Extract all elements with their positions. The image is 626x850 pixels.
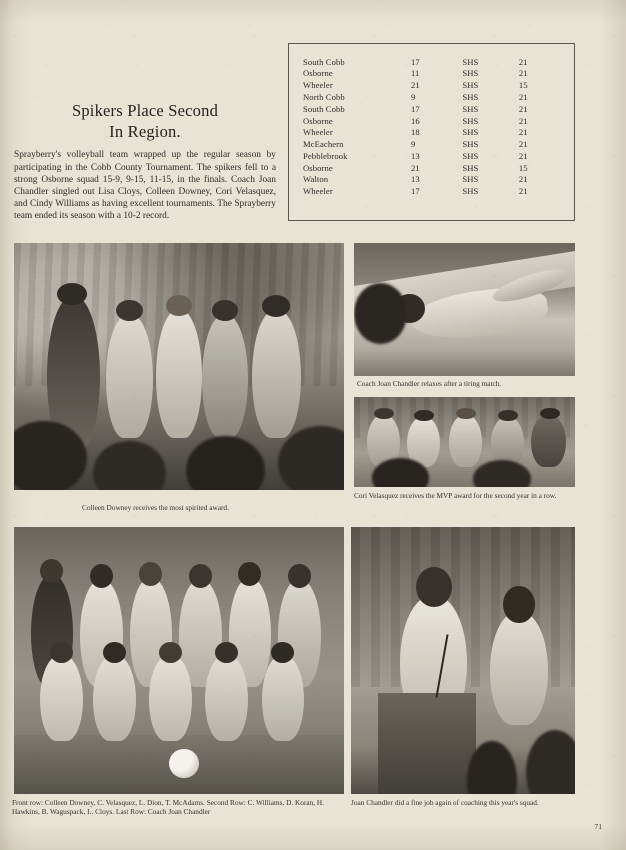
photo-figure-head (498, 410, 518, 422)
home-score: 21 (518, 91, 528, 102)
photo-player (93, 655, 136, 740)
home-score: 21 (518, 174, 528, 185)
opponent-name: Osborne (303, 68, 333, 79)
table-row (303, 186, 560, 198)
opponent-score: 16 (410, 115, 420, 126)
photo-caption: Front row: Colleen Downey, C. Velasquez, L. Dion, T. McAdams. Second Row: C. Williams, D. Koran, H. Hawkins, B. Waguspack, L. Cloys. Last Row: Coach Joan Chandler (12, 798, 325, 817)
opponent-name: Osborne (303, 115, 333, 126)
opponent-score: 9 (410, 91, 416, 102)
photo-team (14, 527, 344, 794)
opponent-score: 9 (410, 139, 416, 150)
home-name: SHS (462, 127, 479, 138)
opponent-score: 21 (410, 80, 420, 91)
photo-figure-head (166, 295, 192, 316)
table-row (303, 56, 560, 68)
table-row (303, 138, 560, 150)
home-name: SHS (462, 139, 479, 150)
table-row (303, 68, 560, 80)
table-row (303, 127, 560, 139)
opponent-name: South Cobb (303, 103, 345, 114)
opponent-name: Wheeler (303, 186, 333, 197)
photo-figure (106, 315, 152, 439)
photo-figure-head (456, 408, 476, 420)
photo-caption: Joan Chandler did a fine job again of coaching this year's squad. (351, 798, 539, 807)
home-name: SHS (462, 186, 479, 197)
photo-caption: Colleen Downey receives the most spirited award. (82, 503, 229, 512)
opponent-score: 11 (410, 68, 420, 79)
photo-coach-relaxes (354, 243, 575, 376)
opponent-score: 17 (410, 56, 420, 67)
opponent-name: Wheeler (303, 127, 333, 138)
scores-box (288, 43, 575, 221)
home-name: SHS (462, 91, 479, 102)
photo-figure-head (416, 567, 452, 607)
home-score: 15 (518, 80, 528, 91)
photo-figure (252, 310, 302, 438)
opponent-name: Pebblebrook (303, 150, 348, 161)
opponent-name: Wheeler (303, 80, 333, 91)
home-score: 21 (518, 139, 528, 150)
photo-caption: Cori Velasquez receives the MVP award for the second year in a row. (354, 491, 557, 500)
photo-figure-head (414, 410, 434, 422)
photo-figure-head (212, 300, 238, 321)
home-name: SHS (462, 174, 479, 185)
scores-table (303, 56, 560, 197)
home-name: SHS (462, 115, 479, 126)
table-row (303, 115, 560, 127)
home-score: 21 (518, 150, 528, 161)
headline-line-2: In Region. (109, 122, 181, 142)
opponent-name: McEachern (303, 139, 344, 150)
photo-figure-head (57, 283, 87, 305)
photo-spirited-award (14, 243, 344, 490)
opponent-score: 17 (410, 103, 420, 114)
home-score: 21 (518, 56, 528, 67)
home-score: 21 (518, 127, 528, 138)
page-number: 71 (594, 822, 602, 831)
page-title (14, 100, 276, 142)
home-name: SHS (462, 103, 479, 114)
home-name: SHS (462, 80, 479, 91)
home-score: 21 (518, 68, 528, 79)
photo-figure (202, 315, 248, 439)
opponent-name: Walton (303, 174, 329, 185)
photo-figure-head (540, 408, 560, 420)
home-score: 21 (518, 115, 528, 126)
photo-figure-head (116, 300, 142, 321)
opponent-score: 21 (410, 162, 420, 173)
photo-player (149, 655, 192, 740)
table-row (303, 91, 560, 103)
table-row (303, 103, 560, 115)
home-name: SHS (462, 150, 479, 161)
opponent-score: 17 (410, 186, 420, 197)
table-row (303, 174, 560, 186)
photo-figure (449, 415, 482, 467)
table-row (303, 150, 560, 162)
home-score: 21 (518, 186, 528, 197)
opponent-score: 18 (410, 127, 420, 138)
headline-line-1: Spikers Place Second (71, 101, 219, 120)
home-score: 21 (518, 103, 528, 114)
article-body: Sprayberry's volleyball team wrapped up the regular season by participating in the Cobb County Tournament. The spikers fell to a strong Osborne squad 15-9, 9-15, 11-15, in the finals. Coach Joan Chandler singled out Lisa Cloys, Colleen Downey, Cori Velasquez, and Cindy Williams as having excellent tournaments. The Sprayberry team ended its season with a 10-2 record. (14, 150, 276, 222)
opponent-score: 13 (410, 150, 420, 161)
photo-audience-head (354, 283, 407, 344)
opponent-name: South Cobb (303, 56, 345, 67)
opponent-score: 13 (410, 174, 420, 185)
photo-figure (490, 612, 548, 724)
photo-figure-head (262, 295, 290, 317)
home-name: SHS (462, 56, 479, 67)
volleyball-icon (169, 749, 199, 778)
opponent-name: North Cobb (303, 91, 345, 102)
photo-figure (531, 415, 566, 467)
home-name: SHS (462, 68, 479, 79)
opponent-name: Osborne (303, 162, 333, 173)
photo-player (40, 655, 83, 740)
photo-player (205, 655, 248, 740)
home-name: SHS (462, 162, 479, 173)
scores-table-body (303, 56, 560, 197)
table-row (303, 80, 560, 92)
photo-player (262, 655, 305, 740)
table-row (303, 162, 560, 174)
photo-mvp-award (354, 397, 575, 487)
home-score: 15 (518, 162, 528, 173)
photo-coach-podium (351, 527, 575, 794)
photo-figure-head (503, 586, 534, 623)
photo-figure (156, 310, 202, 438)
photo-caption: Coach Joan Chandler relaxes after a tiring match. (357, 379, 502, 388)
podium (378, 693, 477, 794)
